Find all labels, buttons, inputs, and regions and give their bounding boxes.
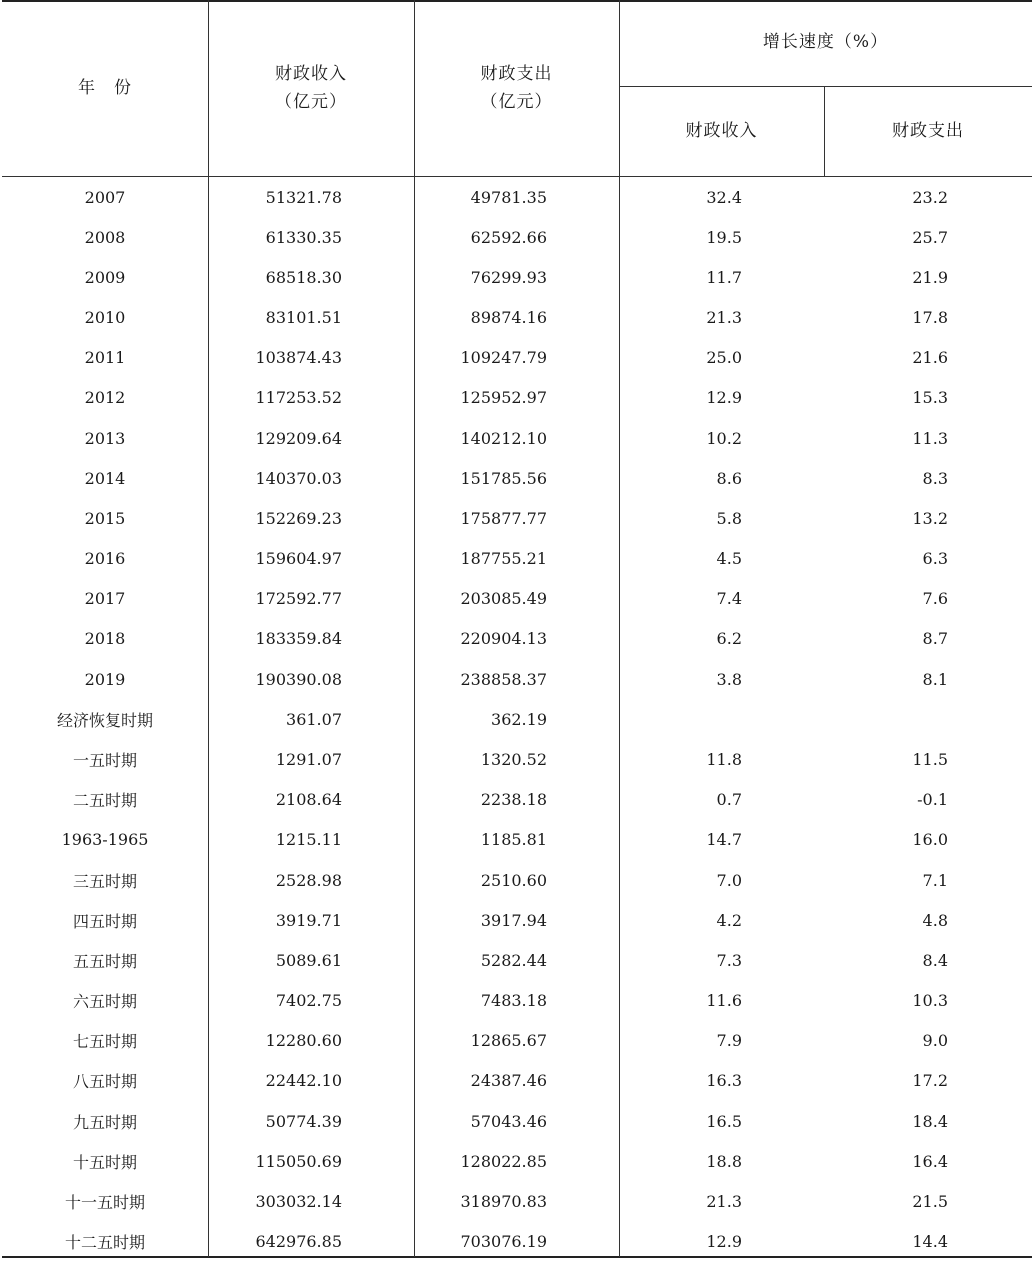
- table-row: [2, 1221, 1032, 1261]
- year-cell: 十五时期: [72, 1152, 137, 1172]
- growth-expenditure-cell: 21.6: [912, 348, 948, 368]
- expenditure-cell: 1185.81: [480, 830, 547, 850]
- table-row: [2, 940, 1032, 980]
- growth-expenditure-cell: 16.4: [912, 1151, 948, 1171]
- header-expenditure-label: 财政支出: [480, 64, 553, 84]
- growth-revenue-cell: 21.3: [706, 308, 742, 328]
- expenditure-cell: 203085.49: [460, 589, 547, 609]
- expenditure-cell: 220904.13: [460, 629, 547, 649]
- revenue-cell: 51321.78: [265, 187, 342, 207]
- revenue-cell: 2108.64: [275, 790, 342, 810]
- growth-subheader-rule: [619, 86, 1032, 87]
- growth-expenditure-cell: 15.3: [912, 388, 948, 408]
- growth-expenditure-cell: 23.2: [912, 187, 948, 207]
- growth-expenditure-cell: 11.3: [912, 428, 948, 448]
- growth-expenditure-cell: 9.0: [922, 1031, 948, 1051]
- year-cell: 四五时期: [72, 911, 137, 931]
- growth-revenue-cell: 18.8: [706, 1151, 742, 1171]
- header-growth-group: [619, 28, 1032, 56]
- expenditure-cell: 140212.10: [460, 428, 547, 448]
- table-row: [2, 458, 1032, 498]
- table-row: [2, 1061, 1032, 1101]
- growth-revenue-cell: 14.7: [706, 830, 742, 850]
- header-growth-revenue: [619, 117, 824, 145]
- growth-expenditure-cell: 7.6: [922, 589, 948, 609]
- year-cell: 2014: [84, 468, 126, 488]
- year-cell: 十一五时期: [64, 1192, 145, 1212]
- growth-revenue-cell: 12.9: [706, 1232, 742, 1252]
- year-cell: 一五时期: [72, 750, 137, 770]
- growth-revenue-cell: 11.8: [706, 749, 742, 769]
- table-row: [2, 699, 1032, 739]
- year-cell: 九五时期: [72, 1112, 137, 1132]
- expenditure-cell: 89874.16: [470, 308, 547, 328]
- year-cell: 2009: [84, 267, 126, 287]
- revenue-cell: 1291.07: [275, 749, 342, 769]
- revenue-cell: 68518.30: [265, 267, 342, 287]
- table-row: [2, 900, 1032, 940]
- table-row: [2, 217, 1032, 257]
- growth-revenue-cell: 7.4: [716, 589, 742, 609]
- year-cell: 七五时期: [72, 1032, 137, 1052]
- growth-expenditure-cell: 21.9: [912, 267, 948, 287]
- expenditure-cell: 1320.52: [480, 749, 547, 769]
- header-revenue-label: 财政收入: [275, 64, 347, 84]
- growth-revenue-cell: 12.9: [706, 388, 742, 408]
- expenditure-cell: 362.19: [491, 709, 547, 729]
- revenue-cell: 3919.71: [275, 910, 342, 930]
- growth-expenditure-cell: 18.4: [912, 1111, 948, 1131]
- growth-expenditure-cell: 13.2: [912, 508, 948, 528]
- table-row: [2, 619, 1032, 659]
- expenditure-cell: 109247.79: [460, 348, 547, 368]
- growth-revenue-cell: 19.5: [706, 227, 742, 247]
- growth-expenditure-cell: 17.2: [912, 1071, 948, 1091]
- revenue-cell: 22442.10: [265, 1071, 342, 1091]
- revenue-cell: 2528.98: [275, 870, 342, 890]
- growth-expenditure-cell: [824, 699, 1032, 739]
- growth-expenditure-cell: 7.1: [922, 870, 948, 890]
- growth-revenue-cell: 8.6: [716, 468, 742, 488]
- table-row: [2, 820, 1032, 860]
- year-cell: 2010: [84, 308, 126, 328]
- growth-expenditure-cell: 11.5: [912, 749, 948, 769]
- growth-revenue-cell: 11.6: [706, 991, 742, 1011]
- growth-expenditure-cell: 25.7: [912, 227, 948, 247]
- table-row: [2, 860, 1032, 900]
- growth-revenue-cell: 25.0: [706, 348, 742, 368]
- table-row: [2, 1101, 1032, 1141]
- table-row: [2, 498, 1032, 538]
- growth-expenditure-cell: 8.4: [922, 950, 948, 970]
- year-cell: 三五时期: [72, 871, 137, 891]
- growth-revenue-cell: 3.8: [716, 669, 742, 689]
- growth-expenditure-cell: -0.1: [917, 790, 948, 810]
- data-table-body: [2, 177, 1032, 1262]
- revenue-cell: 7402.75: [275, 991, 342, 1011]
- expenditure-cell: 7483.18: [480, 991, 547, 1011]
- header-revenue-unit: （亿元）: [275, 92, 347, 112]
- table-row: [2, 659, 1032, 699]
- header-expenditure-unit: （亿元）: [480, 92, 553, 112]
- table-row: [2, 378, 1032, 418]
- expenditure-cell: 62592.66: [470, 227, 547, 247]
- expenditure-cell: 76299.93: [470, 267, 547, 287]
- expenditure-cell: 128022.85: [460, 1151, 547, 1171]
- expenditure-cell: 2238.18: [480, 790, 547, 810]
- revenue-cell: 152269.23: [255, 508, 342, 528]
- revenue-cell: 115050.69: [255, 1151, 342, 1171]
- growth-expenditure-cell: 8.3: [922, 468, 948, 488]
- year-cell: 十二五时期: [64, 1233, 145, 1253]
- header-expenditure: [414, 60, 619, 116]
- year-cell: 六五时期: [72, 992, 137, 1012]
- revenue-cell: 159604.97: [255, 549, 342, 569]
- growth-revenue-cell: 4.2: [716, 910, 742, 930]
- header-growth-revenue-label: 财政收入: [685, 121, 758, 141]
- expenditure-cell: 49781.35: [470, 187, 547, 207]
- growth-expenditure-cell: 16.0: [912, 830, 948, 850]
- growth-revenue-cell: 5.8: [716, 508, 742, 528]
- growth-revenue-cell: 21.3: [706, 1191, 742, 1211]
- growth-revenue-cell: 10.2: [706, 428, 742, 448]
- revenue-cell: 140370.03: [255, 468, 342, 488]
- table-row: [2, 780, 1032, 820]
- table-top-rule: [2, 0, 1032, 2]
- revenue-cell: 103874.43: [255, 348, 342, 368]
- expenditure-cell: 703076.19: [460, 1232, 547, 1252]
- year-cell: 经济恢复时期: [56, 710, 153, 730]
- year-cell: 2012: [84, 388, 126, 408]
- table-row: [2, 980, 1032, 1020]
- header-year-label: 年 份: [78, 78, 132, 98]
- year-cell: 2013: [84, 428, 126, 448]
- growth-revenue-cell: 0.7: [716, 790, 742, 810]
- revenue-cell: 12280.60: [265, 1031, 342, 1051]
- growth-revenue-cell: 7.0: [716, 870, 742, 890]
- revenue-cell: 5089.61: [275, 950, 342, 970]
- table-row: [2, 1181, 1032, 1221]
- expenditure-cell: 151785.56: [460, 468, 547, 488]
- expenditure-cell: 238858.37: [460, 669, 547, 689]
- year-cell: 2011: [84, 348, 126, 368]
- revenue-cell: 642976.85: [255, 1232, 342, 1252]
- expenditure-cell: 318970.83: [460, 1191, 547, 1211]
- growth-expenditure-cell: 17.8: [912, 308, 948, 328]
- table-row: [2, 177, 1032, 217]
- header-revenue: [208, 60, 414, 116]
- revenue-cell: 1215.11: [275, 830, 342, 850]
- table-row: [2, 539, 1032, 579]
- revenue-cell: 183359.84: [255, 629, 342, 649]
- expenditure-cell: 24387.46: [470, 1071, 547, 1091]
- growth-expenditure-cell: 21.5: [912, 1191, 948, 1211]
- revenue-cell: 129209.64: [255, 428, 342, 448]
- table-row: [2, 579, 1032, 619]
- revenue-cell: 117253.52: [255, 388, 342, 408]
- year-cell: 八五时期: [72, 1072, 137, 1092]
- revenue-cell: 61330.35: [265, 227, 342, 247]
- table-row: [2, 338, 1032, 378]
- fiscal-table: [2, 0, 1032, 1259]
- year-cell: 五五时期: [72, 951, 137, 971]
- growth-revenue-cell: 4.5: [716, 549, 742, 569]
- revenue-cell: 172592.77: [255, 589, 342, 609]
- growth-revenue-cell: 11.7: [706, 267, 742, 287]
- growth-expenditure-cell: 8.7: [922, 629, 948, 649]
- year-cell: 2018: [84, 629, 126, 649]
- table-row: [2, 418, 1032, 458]
- expenditure-cell: 57043.46: [470, 1111, 547, 1131]
- growth-revenue-cell: [619, 699, 824, 739]
- expenditure-cell: 5282.44: [480, 950, 547, 970]
- table-row: [2, 257, 1032, 297]
- revenue-cell: 190390.08: [255, 669, 342, 689]
- year-cell: 2008: [84, 227, 126, 247]
- table-row: [2, 739, 1032, 779]
- growth-expenditure-cell: 10.3: [912, 991, 948, 1011]
- growth-revenue-cell: 16.3: [706, 1071, 742, 1091]
- year-cell: 2015: [84, 508, 126, 528]
- growth-expenditure-cell: 14.4: [912, 1232, 948, 1252]
- expenditure-cell: 12865.67: [470, 1031, 547, 1051]
- year-cell: 1963-1965: [61, 830, 149, 850]
- growth-expenditure-cell: 4.8: [922, 910, 948, 930]
- growth-revenue-cell: 16.5: [706, 1111, 742, 1131]
- header-year: [2, 74, 208, 102]
- growth-revenue-cell: 7.9: [716, 1031, 742, 1051]
- growth-expenditure-cell: 8.1: [922, 669, 948, 689]
- header-growth-expenditure: [824, 117, 1032, 145]
- growth-expenditure-cell: 6.3: [922, 549, 948, 569]
- year-cell: 2016: [84, 549, 126, 569]
- year-cell: 2019: [84, 669, 126, 689]
- table-row: [2, 298, 1032, 338]
- header-growth-expenditure-label: 财政支出: [892, 121, 964, 141]
- revenue-cell: 83101.51: [265, 308, 342, 328]
- year-cell: 2017: [84, 589, 126, 609]
- expenditure-cell: 3917.94: [480, 910, 547, 930]
- table-row: [2, 1021, 1032, 1061]
- growth-revenue-cell: 32.4: [706, 187, 742, 207]
- growth-revenue-cell: 6.2: [716, 629, 742, 649]
- year-cell: 2007: [84, 187, 126, 207]
- revenue-cell: 361.07: [286, 709, 342, 729]
- revenue-cell: 50774.39: [265, 1111, 342, 1131]
- growth-revenue-cell: 7.3: [716, 950, 742, 970]
- revenue-cell: 303032.14: [255, 1191, 342, 1211]
- expenditure-cell: 175877.77: [460, 508, 547, 528]
- header-growth-label: 增长速度（%）: [762, 32, 889, 52]
- table-row: [2, 1141, 1032, 1181]
- expenditure-cell: 187755.21: [460, 549, 547, 569]
- year-cell: 二五时期: [72, 791, 137, 811]
- expenditure-cell: 2510.60: [480, 870, 547, 890]
- expenditure-cell: 125952.97: [460, 388, 547, 408]
